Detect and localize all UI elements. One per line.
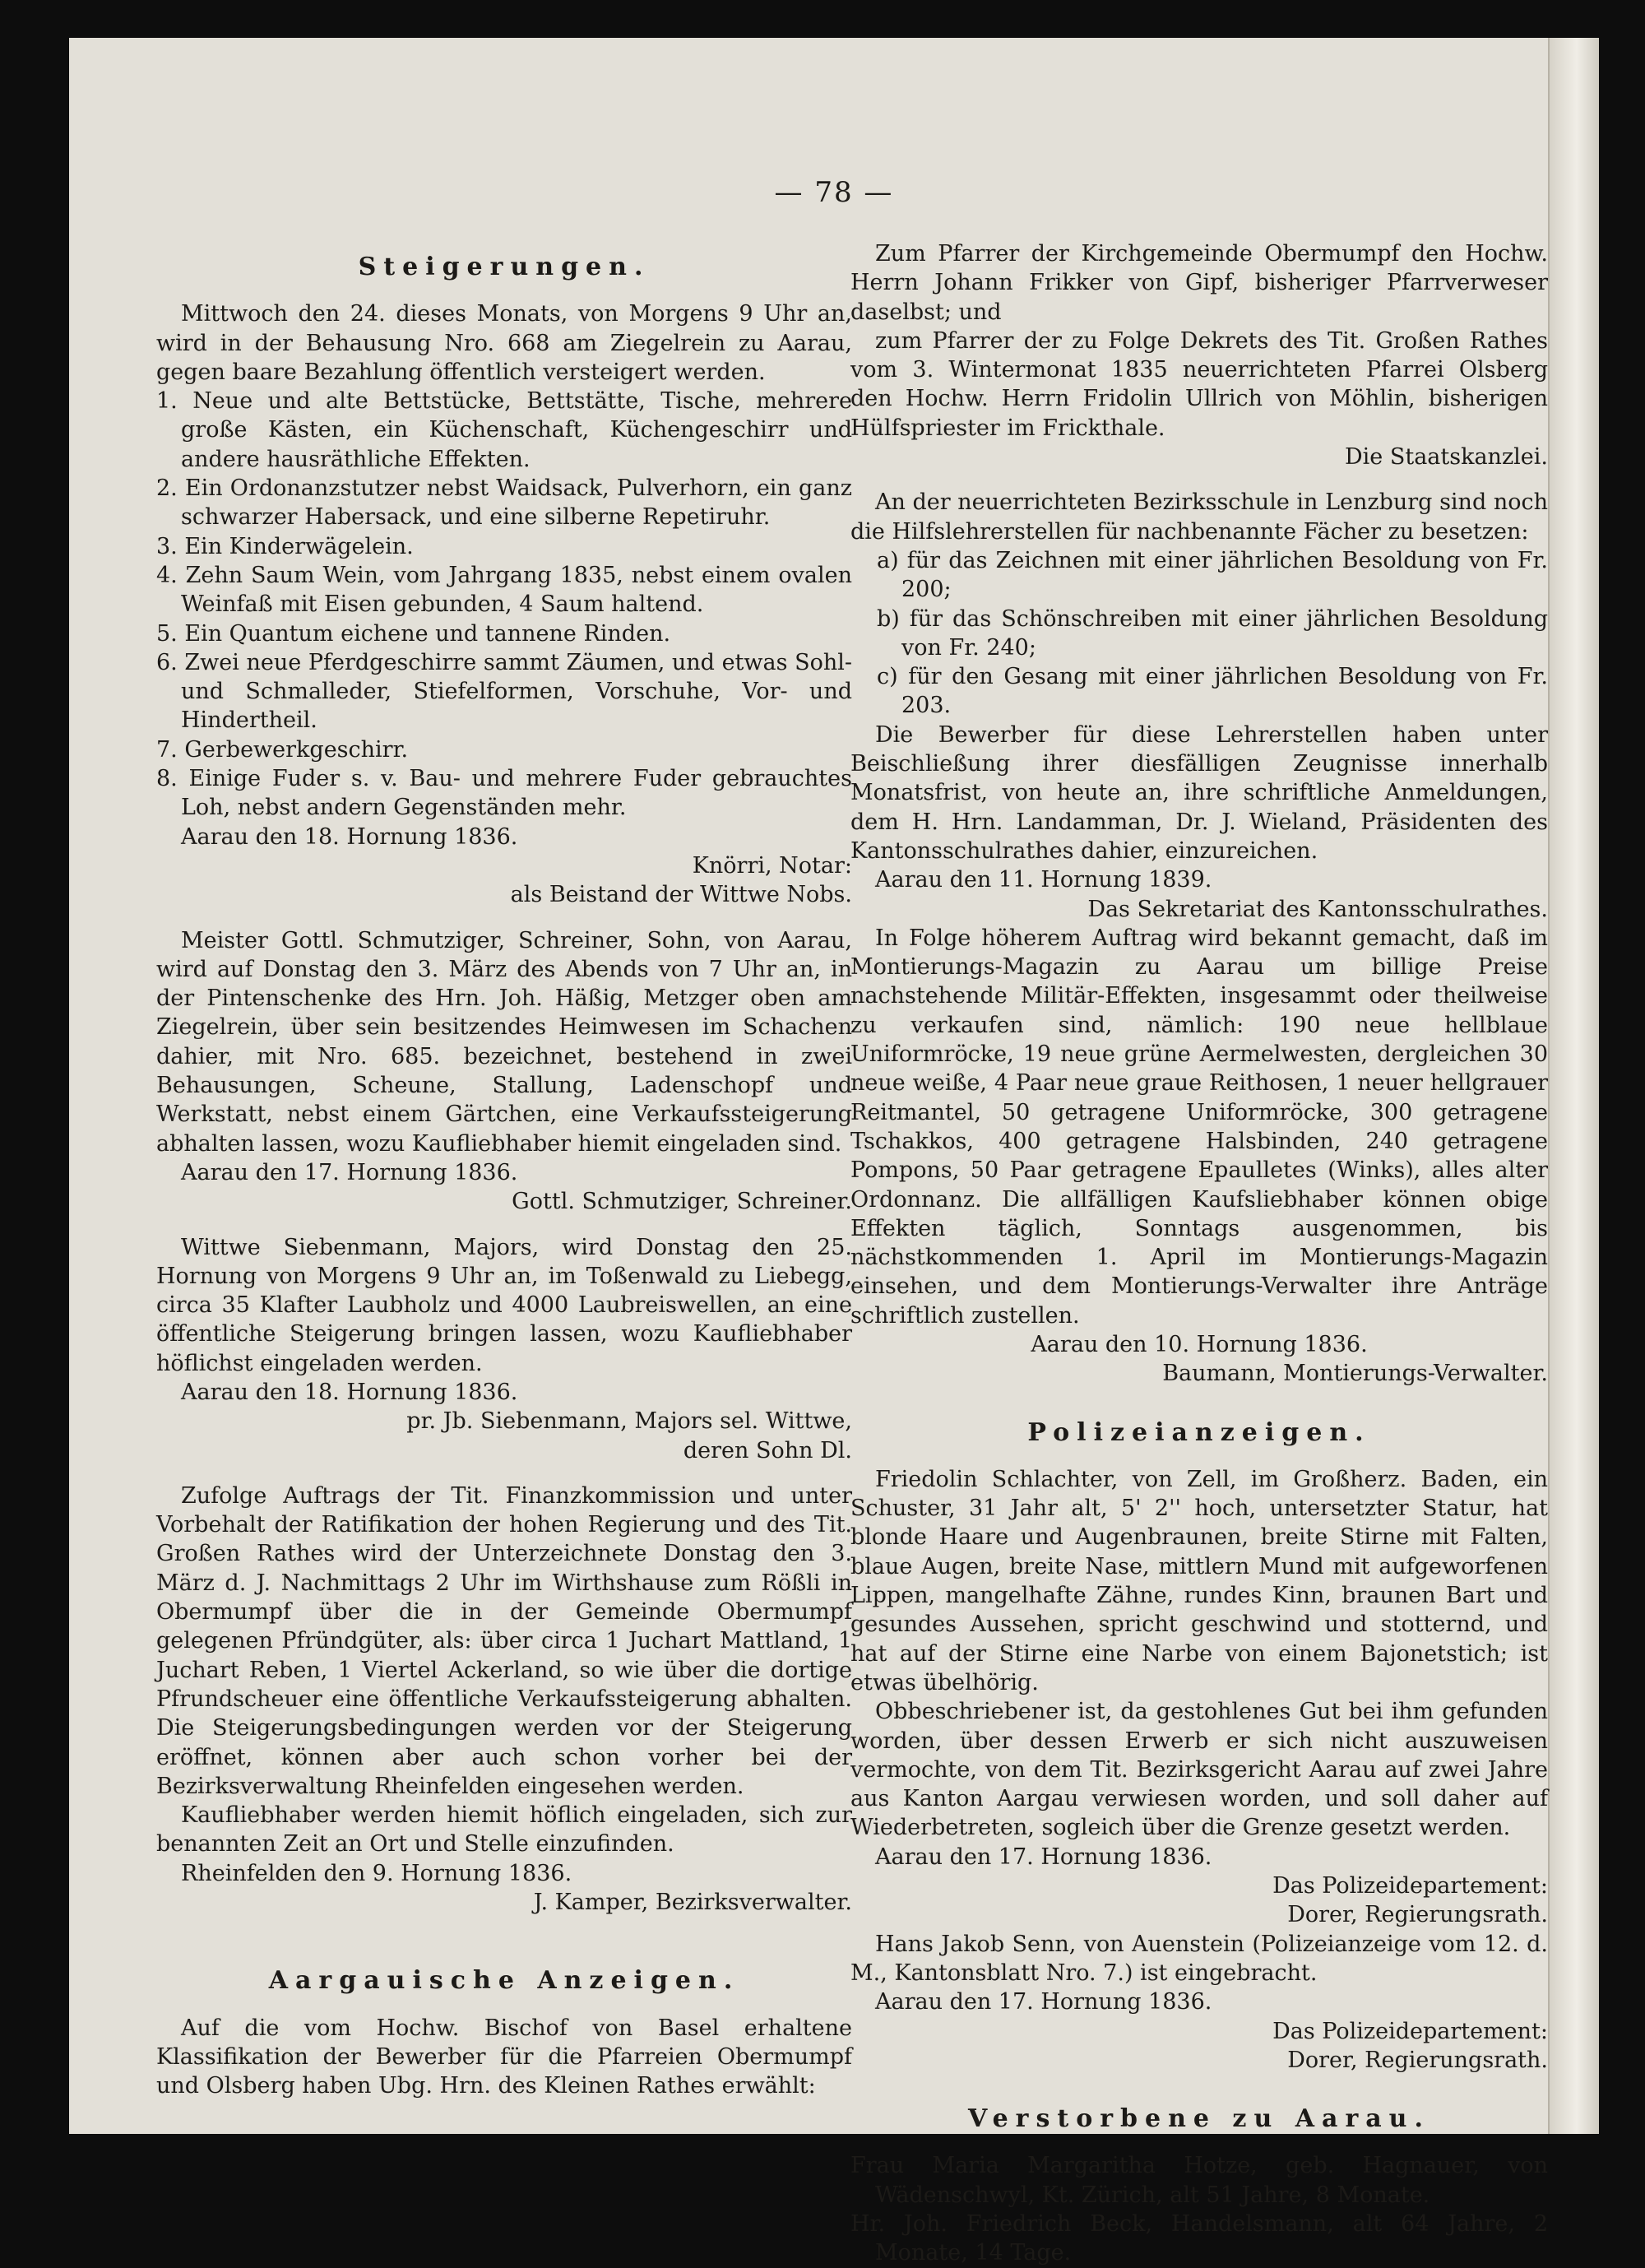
police-signature: Dorer, Regierungsrath. (1287, 1902, 1548, 1928)
auction-item-2: 2. Ein Ordonanzstutzer nebst Waidsack, Pulverhorn, ein ganz schwarzer Habersack, und eine silberne Repetiruhr. (156, 475, 852, 531)
notice-signature: Die Staatskanzlei. (1345, 444, 1548, 471)
ad-date: Aarau den 18. Hornung 1836. (181, 1379, 518, 1405)
police-schlachter-verweisung: Obbeschriebener ist, da gestohlenes Gut bei ihm gefunden worden, über dessen Erwerb er sich nicht auszuweisen vermochte, von dem Tit. Bezirksgericht Aarau auf zwei Jahre aus Kanton Aargau verwiesen worden, und soll daher auf Wiederbetreten, sogleich über die Grenze gesetzt werden. (850, 1699, 1548, 1841)
ad-signature: Knörri, Notar: (692, 852, 852, 879)
notice-date: Aarau den 10. Hornung 1836. (1031, 1331, 1368, 1357)
ad-date: Rheinfelden den 9. Hornung 1836. (181, 1860, 572, 1886)
police-signature: Das Polizeidepartement: (1272, 2018, 1548, 2044)
notice-date: Aarau den 11. Hornung 1839. (875, 867, 1212, 893)
ad-date: Aarau den 17. Hornung 1836. (181, 1159, 518, 1185)
police-signature: Das Polizeidepartement: (1272, 1873, 1548, 1899)
ad-mittwoch: Mittwoch den 24. dieses Monats, von Morgens 9 Uhr an, wird in der Behausung Nro. 668 am Ziegelrein zu Aarau, gegen baare Bezahlung öffentlich versteigert werden. (156, 301, 852, 385)
salary-item-a: a) für das Zeichnen mit einer jährlichen Besoldung von Fr. 200; (877, 547, 1548, 603)
police-date: Aarau den 17. Hornung 1836. (875, 1844, 1212, 1870)
notice-signature: Das Sekretariat des Kantonsschulrathes. (1087, 896, 1548, 922)
auction-item-5: 5. Ein Quantum eichene und tannene Rinden. (156, 620, 671, 647)
auction-item-3: 3. Ein Kinderwägelein. (156, 533, 414, 559)
heading-aargauische-anzeigen: Aargauische Anzeigen. (268, 1966, 740, 1996)
page-fold (1548, 38, 1599, 2134)
notice-pfarrer-olsberg: zum Pfarrer der zu Folge Dekrets des Tit. Großen Rathes vom 3. Wintermonat 1835 neuerrichteten Pfarrei Olsberg den Hochw. Herrn Fridolin Ullrich von Möhlin, bisherigen Hülfspriester im Frickthale. (850, 327, 1548, 441)
right-column (850, 239, 1548, 2268)
police-senn: Hans Jakob Senn, von Auenstein (Polizeianzeige vom 12. d. M., Kantonsblatt Nro. 7.) ist eingebracht. (850, 1931, 1548, 1986)
ad-signature: pr. Jb. Siebenmann, Majors sel. Wittwe, (406, 1408, 852, 1435)
ad-signature: als Beistand der Wittwe Nobs. (510, 882, 852, 908)
ad-schmutziger: Meister Gottl. Schmutziger, Schreiner, Sohn, von Aarau, wird auf Donstag den 3. März des Abends von 7 Uhr an, in der Pintenschenke des Hrn. Joh. Häßig, Metzger oben am Ziegelrein, über sein besitzendes Heimwesen im Schachen dahier, mit Nro. 685. bezeichnet, bestehend in zwei Behausungen, Scheune, Stallung, Ladenschopf und Werkstatt, nebst einem Gärtchen, eine Verkaufssteigerung abhalten lassen, wozu Kaufliebhaber hiemit eingeladen sind. (156, 927, 852, 1157)
ad-signature: Gottl. Schmutziger, Schreiner. (512, 1189, 852, 1215)
auction-item-8: 8. Einige Fuder s. v. Bau- und mehrere Fuder gebrauchtes Loh, nebst andern Gegenständen mehr. (156, 766, 852, 821)
notice-militaer-effekten: In Folge höherem Auftrag wird bekannt gemacht, daß im Montierungs-Magazin zu Aarau um billige Preise nachstehende Militär-Effekten, insgesammt oder theilweise zu verkaufen sind, nämlich: 190 neue hellblaue Uniformröcke, 19 neue grüne Aermelwesten, dergleichen 30 neue weiße, 4 Paar neue graue Reithosen, 1 neuer hellgrauer Reitmantel, 50 getragene Uniformröcke, 300 getragene Tschakkos, 400 getragene Halsbinden, 240 getragene Pompons, 50 Paar getragene Epaulletes (Winks), alles alter Ordonnanz. Die allfälligen Kaufsliebhaber können obige Effekten täglich, Sonntags ausgenommen, bis nächstkommenden 1. April im Montierungs-Magazin einsehen, und dem Montierungs-Verwalter ihre Anträge schriftlich zustellen. (850, 925, 1548, 1329)
ad-date: Aarau den 18. Hornung 1836. (181, 823, 518, 850)
auction-item-7: 7. Gerbewerkgeschirr. (156, 736, 409, 763)
ad-siebenmann: Wittwe Siebenmann, Majors, wird Donstag den 25. Hornung von Morgens 9 Uhr an, im Toßenwald zu Liebegg, circa 35 Klafter Laubholz und 4000 Laubreiswellen, an eine öffentliche Steigerung bringen lassen, wozu Kaufliebhaber höflichst eingeladen werden. (156, 1234, 852, 1376)
page-number: — 78 — (774, 176, 894, 209)
salary-item-b: b) für das Schönschreiben mit einer jährlichen Besoldung von Fr. 240; (877, 605, 1548, 661)
ad-pfrundgueter: Zufolge Auftrags der Tit. Finanzkommission und unter Vorbehalt der Ratifikation der hohen Regierung und des Tit. Großen Rathes wird der Unterzeichnete Donstag den 3. März d. J. Nachmittags 2 Uhr im Wirthshause zum Rößli in Obermumpf über die in der Gemeinde Obermumpf gelegenen Pfründgüter, als: über circa 1 Juchart Mattland, 1 Juchart Reben, 1 Viertel Ackerland, so wie über die dortige Pfrundscheuer eine öffentliche Verkaufssteigerung abhalten. Die Steigerungsbedingungen werden vor der Steigerung eröffnet, können aber auch schon vorher bei der Bezirksverwaltung Rheinfelden eingesehen werden. (156, 1482, 852, 1799)
heading-steigerungen: Steigerungen. (358, 253, 651, 281)
police-signature: Dorer, Regierungsrath. (1287, 2047, 1548, 2073)
death-entry: Hr. Joh. Friedrich Beck, Handelsmann, alt 64 Jahre, 2 Monate, 14 Tage. (850, 2211, 1548, 2266)
ad-signature: deren Sohn Dl. (683, 1437, 852, 1463)
death-entry: Frau Maria Margaritha Hotze, geb. Hagnauer, von Wädenschwyl, Kt. Zürich, alt 51 Jahre, 8 Monate. (850, 2153, 1548, 2208)
police-date: Aarau den 17. Hornung 1836. (875, 1989, 1212, 2015)
heading-polizeianzeigen: Polizeianzeigen. (1027, 1417, 1371, 1447)
salary-item-c: c) für den Gesang mit einer jährlichen Besoldung von Fr. 203. (877, 664, 1548, 719)
notice-bewerber: Die Bewerber für diese Lehrerstellen haben unter Beischließung ihrer diesfälligen Zeugnisse innerhalb Monatsfrist, von heute an, ihre schriftliche Anmeldungen, dem H. Hrn. Landamman, Dr. J. Wieland, Präsidenten des Kantonsschulrathes dahier, einzureichen. (850, 721, 1548, 864)
auction-item-6: 6. Zwei neue Pferdgeschirre sammt Zäumen, und etwas Sohl- und Schmalleder, Stiefelformen, Vorschuhe, Vor- und Hindertheil. (156, 649, 852, 734)
heading-verstorbene: Verstorbene zu Aarau. (968, 2104, 1430, 2134)
auction-item-1: 1. Neue und alte Bettstücke, Bettstätte, Tische, mehrere große Kästen, ein Küchenschaft, Küchengeschirr und andere hausräthliche Effekten. (156, 388, 852, 472)
police-schlachter: Friedolin Schlachter, von Zell, im Großherz. Baden, ein Schuster, 31 Jahr alt, 5' 2'' hoch, untersetzter Statur, hat blonde Haare und Augenbraunen, breite Stirne mit Falten, blaue Augen, breite Nase, mittlern Mund mit aufgeworfenen Lippen, mangelhafte Zähne, rundes Kinn, braunen Bart und gesundes Aussehen, spricht geschwind und stotternd, und hat auf der Stirne eine Narbe von einem Bajonetstich; ist etwas übelhörig. (850, 1466, 1548, 1695)
ad-signature: J. Kamper, Bezirksverwalter. (533, 1890, 852, 1916)
notice-pfarrwahl: Auf die vom Hochw. Bischof von Basel erhaltene Klassifikation der Bewerber für die Pfarreien Obermumpf und Olsberg haben Ubg. Hrn. des Kleinen Rathes erwählt: (156, 2015, 852, 2099)
notice-pfarrer-obermumpf: Zum Pfarrer der Kirchgemeinde Obermumpf den Hochw. Herrn Johann Frikker von Gipf, bisheriger Pfarrverweser daselbst; und (850, 241, 1548, 325)
newspaper-page (69, 38, 1599, 2266)
notice-bezirksschule: An der neuerrichteten Bezirksschule in Lenzburg sind noch die Hilfslehrerstellen für nachbenannte Fächer zu besetzen: (850, 489, 1548, 545)
ad-pfrundgueter-invite: Kaufliebhaber werden hiemit höflich eingeladen, sich zur benannten Zeit an Ort und Stelle einzufinden. (156, 1802, 852, 1858)
left-column (156, 239, 852, 2101)
notice-signature: Baumann, Montierungs-Verwalter. (1162, 1361, 1548, 1387)
auction-item-4: 4. Zehn Saum Wein, vom Jahrgang 1835, nebst einem ovalen Weinfaß mit Eisen gebunden, 4 Saum haltend. (156, 562, 852, 618)
